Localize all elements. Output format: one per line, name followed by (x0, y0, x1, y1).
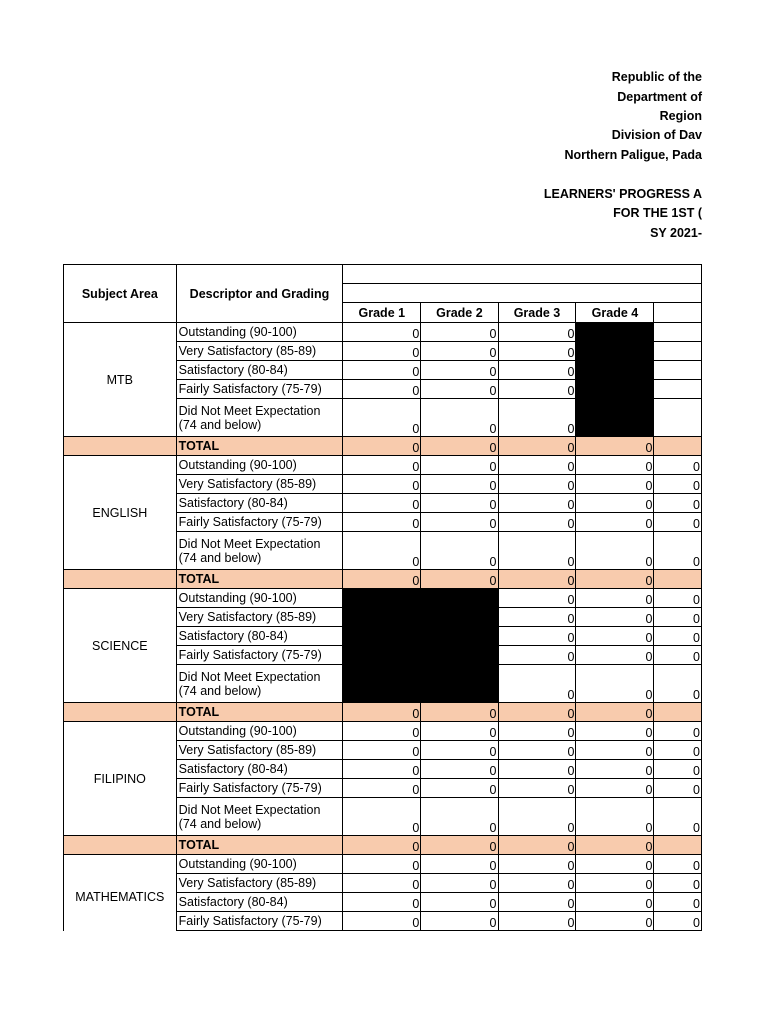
value-cell: 0 (498, 342, 576, 361)
total-label: TOTAL (176, 437, 343, 456)
value-cell: 0 (421, 456, 498, 475)
descriptor-cell: Fairly Satisfactory (75-79) (176, 513, 343, 532)
value-cell: 0 (498, 399, 576, 437)
total-value-cell: 0 (576, 703, 654, 722)
value-cell: 0 (498, 912, 576, 931)
value-cell: 0 (421, 532, 498, 570)
value-cell: 0 (576, 798, 654, 836)
value-cell: 0 (576, 855, 654, 874)
descriptor-cell: Did Not Meet Expectation (74 and below) (176, 665, 343, 703)
total-value-cell (654, 570, 702, 589)
progress-table (63, 264, 702, 931)
value-cell: 0 (576, 665, 654, 703)
value-cell: 0 (576, 475, 654, 494)
value-cell: 0 (654, 722, 702, 741)
value-cell: 0 (654, 513, 702, 532)
value-cell: 0 (421, 399, 498, 437)
total-value-cell: 0 (576, 437, 654, 456)
redacted-cell (576, 361, 654, 380)
value-cell: 0 (421, 475, 498, 494)
value-cell (654, 323, 702, 342)
total-subject-cell (64, 836, 177, 855)
descriptor-cell: Outstanding (90-100) (176, 722, 343, 741)
value-cell: 0 (654, 665, 702, 703)
descriptor-cell: Very Satisfactory (85-89) (176, 475, 343, 494)
descriptor-cell: Outstanding (90-100) (176, 855, 343, 874)
table-row (64, 589, 702, 608)
value-cell (654, 399, 702, 437)
grade-next-header (654, 303, 702, 323)
value-cell: 0 (421, 513, 498, 532)
value-cell: 0 (576, 608, 654, 627)
subject-area-header: Subject Area (64, 265, 177, 323)
value-cell: 0 (498, 361, 576, 380)
value-cell: 0 (343, 779, 421, 798)
value-cell: 0 (498, 741, 576, 760)
value-cell (654, 342, 702, 361)
value-cell: 0 (343, 855, 421, 874)
value-cell: 0 (421, 380, 498, 399)
value-cell: 0 (421, 912, 498, 931)
redacted-cell (576, 323, 654, 342)
total-row (64, 570, 702, 589)
redacted-cell (576, 380, 654, 399)
descriptor-cell: Did Not Meet Expectation (74 and below) (176, 798, 343, 836)
total-value-cell: 0 (576, 570, 654, 589)
value-cell: 0 (343, 532, 421, 570)
value-cell: 0 (498, 665, 576, 703)
value-cell: 0 (421, 741, 498, 760)
descriptor-cell: Satisfactory (80-84) (176, 361, 343, 380)
total-row (64, 703, 702, 722)
value-cell (654, 361, 702, 380)
redacted-cell (421, 665, 498, 703)
descriptor-cell: Outstanding (90-100) (176, 456, 343, 475)
table-row (64, 323, 702, 342)
redacted-cell (421, 589, 498, 608)
value-cell: 0 (343, 912, 421, 931)
total-value-cell: 0 (343, 703, 421, 722)
value-cell: 0 (343, 361, 421, 380)
redacted-cell (421, 608, 498, 627)
value-cell: 0 (343, 760, 421, 779)
value-cell: 0 (654, 608, 702, 627)
redacted-cell (421, 627, 498, 646)
total-subject-cell (64, 437, 177, 456)
value-cell: 0 (498, 456, 576, 475)
value-cell: 0 (576, 532, 654, 570)
value-cell: 0 (654, 646, 702, 665)
value-cell: 0 (654, 779, 702, 798)
value-cell: 0 (421, 779, 498, 798)
descriptor-cell: Fairly Satisfactory (75-79) (176, 912, 343, 931)
value-cell: 0 (498, 589, 576, 608)
value-cell: 0 (421, 893, 498, 912)
total-value-cell: 0 (498, 836, 576, 855)
value-cell: 0 (654, 589, 702, 608)
total-value-cell (654, 836, 702, 855)
value-cell: 0 (654, 760, 702, 779)
value-cell: 0 (654, 855, 702, 874)
value-cell: 0 (343, 893, 421, 912)
value-cell: 0 (498, 494, 576, 513)
value-cell: 0 (343, 874, 421, 893)
total-value-cell (654, 437, 702, 456)
total-value-cell: 0 (421, 703, 498, 722)
value-cell: 0 (654, 627, 702, 646)
descriptor-cell: Very Satisfactory (85-89) (176, 342, 343, 361)
descriptor-cell: Very Satisfactory (85-89) (176, 608, 343, 627)
table-row (64, 855, 702, 874)
value-cell: 0 (576, 627, 654, 646)
subject-area-cell: MATHEMATICS (64, 855, 177, 931)
value-cell: 0 (576, 760, 654, 779)
descriptor-cell: Did Not Meet Expectation (74 and below) (176, 399, 343, 437)
descriptor-cell: Outstanding (90-100) (176, 589, 343, 608)
total-value-cell: 0 (343, 836, 421, 855)
header-line-department: Department of (617, 90, 702, 104)
value-cell: 0 (343, 475, 421, 494)
value-cell: 0 (654, 741, 702, 760)
value-cell: 0 (576, 589, 654, 608)
grade-group-subheader (343, 284, 702, 303)
redacted-cell (576, 399, 654, 437)
total-row (64, 836, 702, 855)
value-cell: 0 (343, 798, 421, 836)
value-cell: 0 (498, 513, 576, 532)
value-cell: 0 (343, 323, 421, 342)
value-cell: 0 (343, 456, 421, 475)
value-cell: 0 (654, 874, 702, 893)
grade-3-header: Grade 3 (498, 303, 576, 323)
total-value-cell: 0 (498, 703, 576, 722)
total-value-cell: 0 (421, 836, 498, 855)
value-cell: 0 (498, 722, 576, 741)
grade-2-header: Grade 2 (421, 303, 498, 323)
value-cell: 0 (421, 722, 498, 741)
value-cell: 0 (498, 608, 576, 627)
report-title: LEARNERS' PROGRESS A (543, 187, 702, 201)
value-cell: 0 (498, 646, 576, 665)
value-cell: 0 (654, 912, 702, 931)
redacted-cell (421, 646, 498, 665)
value-cell: 0 (576, 494, 654, 513)
descriptor-cell: Outstanding (90-100) (176, 323, 343, 342)
value-cell: 0 (654, 494, 702, 513)
value-cell: 0 (498, 760, 576, 779)
descriptor-cell: Satisfactory (80-84) (176, 760, 343, 779)
value-cell: 0 (343, 722, 421, 741)
total-value-cell: 0 (498, 570, 576, 589)
total-value-cell: 0 (421, 437, 498, 456)
total-value-cell: 0 (343, 437, 421, 456)
value-cell: 0 (576, 722, 654, 741)
value-cell: 0 (576, 456, 654, 475)
value-cell: 0 (421, 361, 498, 380)
value-cell: 0 (421, 798, 498, 836)
value-cell: 0 (654, 893, 702, 912)
value-cell: 0 (421, 874, 498, 893)
total-label: TOTAL (176, 703, 343, 722)
value-cell: 0 (498, 893, 576, 912)
grade-1-header: Grade 1 (343, 303, 421, 323)
descriptor-cell: Very Satisfactory (85-89) (176, 741, 343, 760)
table-row (64, 722, 702, 741)
value-cell: 0 (343, 494, 421, 513)
descriptor-cell: Fairly Satisfactory (75-79) (176, 646, 343, 665)
value-cell: 0 (498, 798, 576, 836)
value-cell: 0 (498, 380, 576, 399)
header-line-republic: Republic of the (611, 70, 702, 84)
redacted-cell (343, 627, 421, 646)
value-cell: 0 (498, 475, 576, 494)
header-line-region: Region (659, 109, 702, 123)
descriptor-cell: Satisfactory (80-84) (176, 627, 343, 646)
descriptor-cell: Fairly Satisfactory (75-79) (176, 779, 343, 798)
value-cell: 0 (498, 627, 576, 646)
value-cell: 0 (654, 456, 702, 475)
total-value-cell: 0 (421, 570, 498, 589)
total-row (64, 437, 702, 456)
redacted-cell (576, 342, 654, 361)
subject-area-cell: ENGLISH (64, 456, 177, 570)
header-line-address: Northern Paligue, Pada (564, 148, 702, 162)
value-cell: 0 (498, 323, 576, 342)
value-cell: 0 (654, 475, 702, 494)
value-cell: 0 (421, 494, 498, 513)
subject-area-cell: SCIENCE (64, 589, 177, 703)
grade-4-header: Grade 4 (576, 303, 654, 323)
value-cell: 0 (498, 874, 576, 893)
subject-area-cell: FILIPINO (64, 722, 177, 836)
value-cell: 0 (421, 342, 498, 361)
table-row (64, 456, 702, 475)
descriptor-cell: Very Satisfactory (85-89) (176, 874, 343, 893)
value-cell: 0 (576, 893, 654, 912)
descriptor-cell: Satisfactory (80-84) (176, 494, 343, 513)
value-cell: 0 (498, 779, 576, 798)
value-cell: 0 (343, 342, 421, 361)
value-cell: 0 (343, 741, 421, 760)
grade-group-header (343, 265, 702, 284)
value-cell (654, 380, 702, 399)
total-label: TOTAL (176, 836, 343, 855)
redacted-cell (343, 608, 421, 627)
redacted-cell (343, 589, 421, 608)
descriptor-header: Descriptor and Grading (176, 265, 343, 323)
value-cell: 0 (654, 798, 702, 836)
descriptor-cell: Did Not Meet Expectation (74 and below) (176, 532, 343, 570)
descriptor-cell: Fairly Satisfactory (75-79) (176, 380, 343, 399)
total-value-cell: 0 (498, 437, 576, 456)
total-value-cell: 0 (343, 570, 421, 589)
value-cell: 0 (576, 912, 654, 931)
value-cell: 0 (343, 380, 421, 399)
value-cell: 0 (576, 513, 654, 532)
redacted-cell (343, 646, 421, 665)
redacted-cell (343, 665, 421, 703)
value-cell: 0 (421, 323, 498, 342)
total-subject-cell (64, 570, 177, 589)
subject-area-cell: MTB (64, 323, 177, 437)
total-value-cell: 0 (576, 836, 654, 855)
total-subject-cell (64, 703, 177, 722)
value-cell: 0 (421, 855, 498, 874)
descriptor-cell: Satisfactory (80-84) (176, 893, 343, 912)
value-cell: 0 (576, 779, 654, 798)
value-cell: 0 (654, 532, 702, 570)
header-line-division: Division of Dav (611, 128, 702, 142)
total-label: TOTAL (176, 570, 343, 589)
total-value-cell (654, 703, 702, 722)
value-cell: 0 (343, 399, 421, 437)
value-cell: 0 (343, 513, 421, 532)
value-cell: 0 (576, 874, 654, 893)
report-period: FOR THE 1ST ( (613, 206, 702, 220)
value-cell: 0 (576, 741, 654, 760)
value-cell: 0 (498, 855, 576, 874)
value-cell: 0 (421, 760, 498, 779)
school-year: SY 2021- (650, 226, 702, 240)
value-cell: 0 (498, 532, 576, 570)
value-cell: 0 (576, 646, 654, 665)
